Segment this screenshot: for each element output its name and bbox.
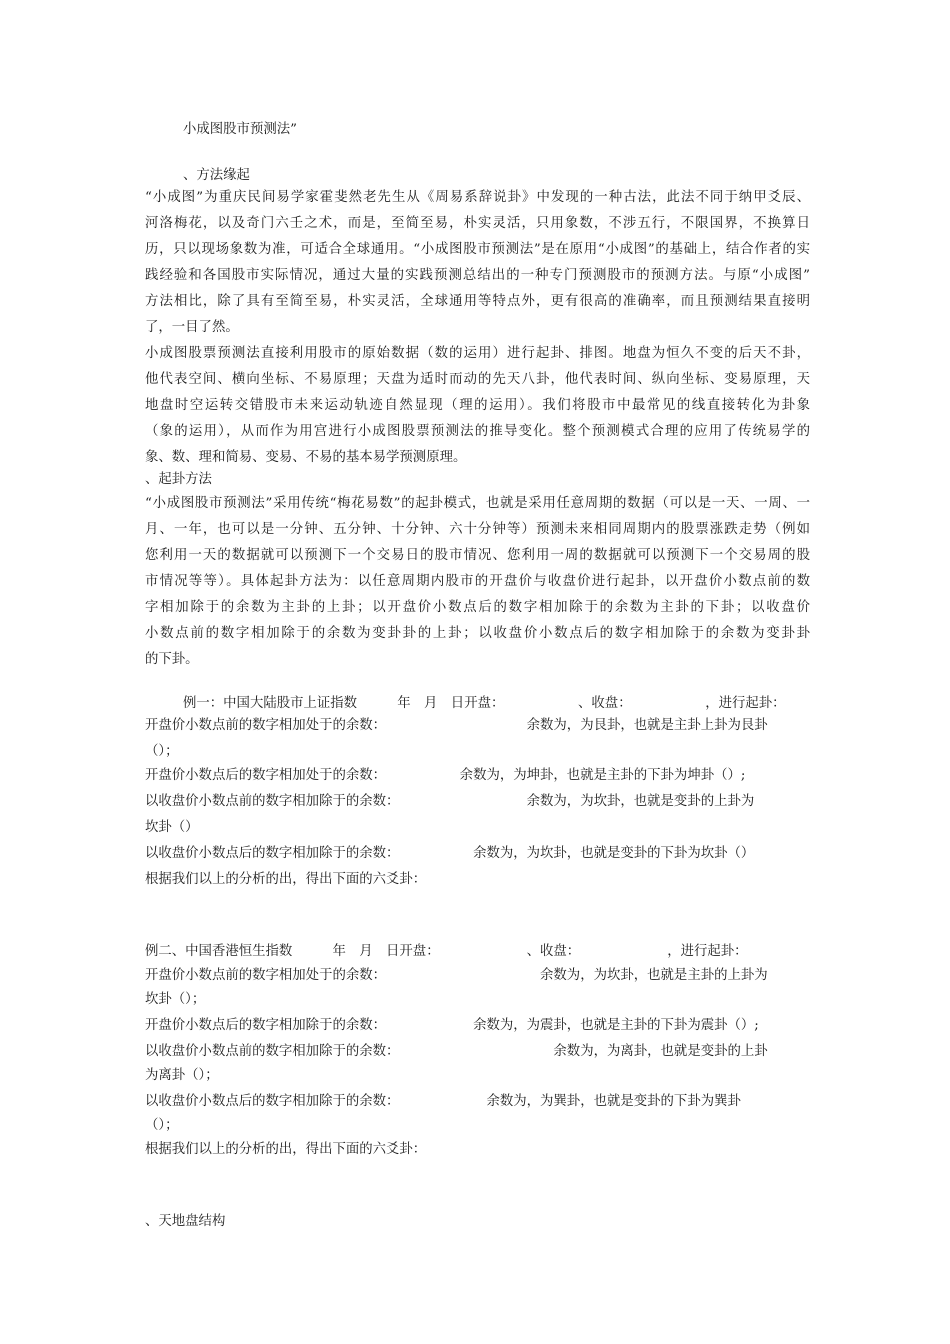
text-line: 开盘价小数点前的数字相加处于的余数： 余数为，为坎卦，也就是主卦的上卦为 — [145, 968, 768, 983]
text-line: 根据我们以上的分析的出，得出下面的六爻卦： — [145, 872, 427, 887]
text-line: 月、一年，也可以是一分钟、五分钟、十分钟、六十分钟等）预测未来相同周期内的股票涨跌走势（例如 — [145, 522, 810, 537]
text-line: 开盘价小数点后的数字相加除于的余数： 余数为，为震卦，也就是主卦的下卦为震卦（）; — [145, 1018, 759, 1033]
text-line: “小成图股市预测法”采用传统“梅花易数”的起卦模式，也就是采用任意周期的数据（可以是一天、一周、一 — [145, 496, 810, 511]
text-line: 地盘时空运转交错股市未来运动轨迹自然显现（理的运用）。我们将股市中最常见的线直接转化为卦象 — [145, 398, 810, 413]
example-2-intro: 例二、中国香港恒生指数 年 月 日开盘： 、收盘： ，进行起卦： — [145, 944, 748, 959]
text-line: 根据我们以上的分析的出，得出下面的六爻卦： — [145, 1142, 427, 1157]
section-heading-origin: 、方法缘起 — [183, 168, 250, 183]
text-line: 坎卦（） — [145, 820, 199, 835]
text-line: 以收盘价小数点前的数字相加除于的余数： 余数为，为离卦，也就是变卦的上卦 — [145, 1044, 768, 1059]
text-line: 为离卦（）； — [145, 1068, 219, 1083]
text-line: 字相加除于的余数为主卦的上卦；以开盘价小数点后的数字相加除于的余数为主卦的下卦；以收盘价 — [145, 600, 810, 615]
text-line: 他代表空间、横向坐标、不易原理；天盘为适时而动的先天八卦，他代表时间、纵向坐标、变易原理，天 — [145, 372, 810, 387]
text-line: 以收盘价小数点后的数字相加除于的余数： 余数为，为巽卦，也就是变卦的下卦为巽卦 — [145, 1094, 741, 1109]
text-line: 了，一目了然。 — [145, 320, 239, 335]
document-title: 小成图股市预测法” — [183, 122, 297, 137]
text-line: 小成图股票预测法直接利用股市的原始数据（数的运用）进行起卦、排图。地盘为恒久不变的后天不卦， — [145, 346, 810, 361]
example-1-intro: 例一：中国大陆股市上证指数 年 月 日开盘： 、收盘： ，进行起卦： — [183, 696, 786, 711]
text-line: 小数点前的数字相加除于的余数为变卦卦的上卦；以收盘价小数点后的数字相加除于的余数为变卦卦 — [145, 626, 810, 641]
text-line: （）； — [145, 1118, 179, 1133]
text-line: 河洛梅花，以及奇门六壬之术，而是，至简至易，朴实灵活，只用象数，不涉五行，不限国界，不换算日 — [145, 216, 810, 231]
text-line: （）； — [145, 744, 179, 759]
text-line: 您利用一天的数据就可以预测下一个交易日的股市情况、您利用一周的数据就可以预测下一个交易周的股 — [145, 548, 810, 563]
text-line: “小成图”为重庆民间易学家霍斐然老先生从《周易系辞说卦》中发现的一种古法，此法不同于纳甲爻辰、 — [145, 190, 810, 205]
text-line: 的下卦。 — [145, 652, 199, 667]
text-line: （象的运用），从而作为用宫进行小成图股票预测法的推导变化。整个预测模式合理的应用了传统易学的 — [145, 424, 810, 439]
text-line: 以收盘价小数点后的数字相加除于的余数： 余数为，为坎卦，也就是变卦的下卦为坎卦（） — [145, 846, 755, 861]
section-heading-method: 、起卦方法 — [145, 472, 212, 487]
text-line: 以收盘价小数点前的数字相加除于的余数： 余数为，为坎卦，也就是变卦的上卦为 — [145, 794, 755, 809]
text-line: 方法相比，除了具有至简至易，朴实灵活，全球通用等特点外，更有很高的准确率，而且预测结果直接明 — [145, 294, 810, 309]
text-line: 践经验和各国股市实际情况，通过大量的实践预测总结出的一种专门预测股市的预测方法。与原“小成图” — [145, 268, 810, 283]
text-line: 开盘价小数点前的数字相加处于的余数： 余数为，为艮卦，也就是主卦上卦为艮卦 — [145, 718, 768, 733]
text-line: 历，只以现场象数为准，可适合全球通用。“小成图股市预测法”是在原用“小成图”的基础上，结合作者的实 — [145, 242, 810, 257]
text-line: 象、数、理和简易、变易、不易的基本易学预测原理。 — [145, 450, 467, 465]
section-heading-structure: 、天地盘结构 — [145, 1214, 226, 1229]
text-line: 市情况等等）。具体起卦方法为：以任意周期内股市的开盘价与收盘价进行起卦，以开盘价小数点前的数 — [145, 574, 810, 589]
text-line: 坎卦（）； — [145, 992, 206, 1007]
text-line: 开盘价小数点后的数字相加处于的余数： 余数为，为坤卦，也就是主卦的下卦为坤卦（）; — [145, 768, 746, 783]
